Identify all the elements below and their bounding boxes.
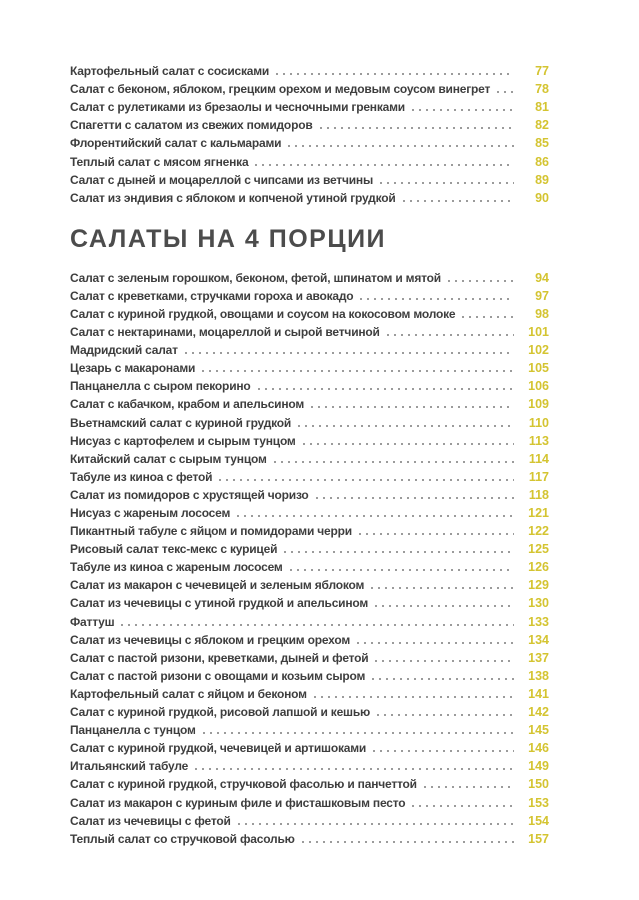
toc-entry-title: Картофельный салат с сосисками — [70, 64, 270, 79]
toc-page-number: 154 — [528, 813, 549, 828]
toc-entry-title: Салат с пастой ризони, креветками, дыней и фетой — [70, 650, 369, 665]
toc-entry-title: Теплый салат со стручковой фасолью — [70, 831, 295, 846]
toc-page-number: 82 — [535, 118, 549, 133]
toc-page-number: 78 — [535, 82, 549, 97]
toc-entry — [70, 667, 549, 685]
toc-page-number: 114 — [528, 451, 549, 466]
toc-entry — [70, 558, 549, 576]
toc-dot-leader — [377, 714, 514, 716]
toc-dot-leader — [284, 551, 514, 553]
toc-dot-leader — [238, 823, 514, 825]
toc-entry — [70, 631, 549, 649]
toc-group-top — [70, 62, 549, 207]
toc-entry — [70, 721, 549, 739]
toc-entry-title: Рисовый салат текс-мекс с курицей — [70, 542, 278, 557]
toc-entry — [70, 432, 549, 450]
toc-entry — [70, 62, 549, 80]
toc-entry-title: Вьетнамский салат с куриной грудкой — [70, 415, 292, 430]
toc-entry — [70, 269, 549, 287]
toc-entry — [70, 450, 549, 468]
toc-page-number: 97 — [535, 288, 549, 303]
toc-page-number: 134 — [528, 632, 549, 647]
toc-page-number: 105 — [528, 361, 549, 376]
toc-entry — [70, 703, 549, 721]
toc-page-number: 138 — [528, 668, 549, 683]
toc-entry-title: Флорентийский салат с кальмарами — [70, 136, 282, 151]
toc-dot-leader — [311, 406, 514, 408]
toc-dot-leader — [380, 182, 514, 184]
toc-entry — [70, 98, 549, 116]
toc-page-number: 126 — [528, 560, 549, 575]
toc-page-number: 110 — [528, 415, 549, 430]
toc-entry — [70, 171, 549, 189]
toc-dot-leader — [412, 805, 514, 807]
toc-page-number: 81 — [535, 100, 549, 115]
toc-page-number: 121 — [528, 506, 549, 521]
toc-entry — [70, 739, 549, 757]
toc-dot-leader — [497, 91, 514, 93]
toc-entry-title: Салат с куриной грудкой, чечевицей и артишоками — [70, 741, 367, 756]
toc-dot-leader — [258, 388, 514, 390]
toc-entry-title: Салат из помидоров с хрустящей чоризо — [70, 487, 309, 502]
toc-entry-title: Салат с пастой ризони с овощами и козьим сыром — [70, 668, 366, 683]
toc-entry-title: Пикантный табуле с яйцом и помидорами черри — [70, 524, 352, 539]
toc-dot-leader — [202, 370, 514, 372]
toc-entry-title: Салат с куриной грудкой, стручковой фасолью и панчеттой — [70, 777, 417, 792]
toc-dot-leader — [448, 280, 514, 282]
toc-page-number: 98 — [535, 306, 549, 321]
toc-entry-title: Салат из чечевицы с яблоком и грецким орехом — [70, 632, 350, 647]
toc-entry — [70, 649, 549, 667]
toc-page-number: 153 — [528, 795, 549, 810]
toc-page-number: 146 — [528, 741, 549, 756]
toc-entry — [70, 395, 549, 413]
toc-dot-leader — [387, 334, 514, 336]
toc-entry — [70, 323, 549, 341]
toc-page-number: 102 — [528, 343, 549, 358]
toc-dot-leader — [316, 497, 514, 499]
toc-dot-leader — [314, 696, 514, 698]
toc-entry — [70, 80, 549, 98]
toc-dot-leader — [424, 786, 514, 788]
toc-page-number: 145 — [528, 723, 549, 738]
toc-entry-title: Цезарь с макаронами — [70, 361, 196, 376]
toc-entry-title: Салат из макарон с куриным филе и фисташковым песто — [70, 795, 406, 810]
toc-entry-title: Панцанелла с сыром пекорино — [70, 379, 251, 394]
toc-entry — [70, 377, 549, 395]
toc-entry-title: Салат с куриной грудкой, овощами и соусом на кокосовом молоке — [70, 306, 456, 321]
toc-entry-title: Салат с нектаринами, моцареллой и сырой ветчиной — [70, 325, 380, 340]
toc-dot-leader — [371, 587, 514, 589]
toc-entry — [70, 305, 549, 323]
toc-dot-leader — [219, 479, 514, 481]
toc-dot-leader — [375, 605, 514, 607]
toc-page-number: 85 — [535, 136, 549, 151]
toc-entry-title: Табуле из киноа с жареным лососем — [70, 560, 283, 575]
toc-dot-leader — [360, 298, 514, 300]
toc-dot-leader — [276, 73, 514, 75]
toc-entry-title: Картофельный салат с яйцом и беконом — [70, 686, 307, 701]
toc-entry-title: Салат из чечевицы с утиной грудкой и апельсином — [70, 596, 369, 611]
toc-entry — [70, 152, 549, 170]
toc-page-number: 150 — [528, 777, 549, 792]
toc-page-number: 106 — [528, 379, 549, 394]
toc-page-number: 133 — [528, 614, 549, 629]
toc-entry — [70, 793, 549, 811]
toc-entry — [70, 486, 549, 504]
toc-entry — [70, 594, 549, 612]
toc-dot-leader — [121, 624, 514, 626]
toc-dot-leader — [359, 533, 514, 535]
toc-page-number: 129 — [528, 578, 549, 593]
toc-entry — [70, 504, 549, 522]
toc-entry — [70, 287, 549, 305]
toc-page-number: 141 — [528, 686, 549, 701]
toc-entry-title: Салат из эндивия с яблоком и копченой утиной грудкой — [70, 190, 396, 205]
toc-page-number: 130 — [528, 596, 549, 611]
toc-entry — [70, 134, 549, 152]
toc-group-salads-for-4 — [70, 269, 549, 848]
toc-page-number: 137 — [528, 650, 549, 665]
toc-dot-leader — [298, 425, 514, 427]
toc-entry-title: Салат с дыней и моцареллой с чипсами из ветчины — [70, 172, 373, 187]
toc-entry — [70, 414, 549, 432]
toc-entry-title: Салат с кабачком, крабом и апельсином — [70, 397, 305, 412]
toc-entry-title: Салат с беконом, яблоком, грецким орехом и медовым соусом винегрет — [70, 82, 491, 97]
toc-entry-title: Салат из макарон с чечевицей и зеленым яблоком — [70, 578, 365, 593]
toc-dot-leader — [375, 660, 514, 662]
toc-entry — [70, 540, 549, 558]
toc-page-number: 90 — [535, 190, 549, 205]
toc-page-number: 94 — [535, 270, 549, 285]
toc-page-number: 157 — [528, 831, 549, 846]
toc-entry-title: Нисуаз с картофелем и сырым тунцом — [70, 433, 296, 448]
toc-dot-leader — [195, 768, 514, 770]
toc-dot-leader — [357, 642, 514, 644]
toc-page-number: 125 — [528, 542, 549, 557]
toc-dot-leader — [185, 352, 514, 354]
toc-entry-title: Табуле из киноа с фетой — [70, 469, 213, 484]
toc-entry — [70, 685, 549, 703]
toc-entry-title: Салат с куриной грудкой, рисовой лапшой и кешью — [70, 705, 371, 720]
section-title: САЛАТЫ НА 4 ПОРЦИИ — [70, 224, 387, 253]
toc-entry — [70, 775, 549, 793]
toc-dot-leader — [255, 164, 514, 166]
toc-entry-title: Салат с зеленым горошком, беконом, фетой, шпинатом и мятой — [70, 270, 441, 285]
toc-entry — [70, 522, 549, 540]
toc-dot-leader — [412, 109, 514, 111]
toc-entry-title: Салат с креветками, стручками гороха и авокадо — [70, 288, 354, 303]
toc-page-number: 86 — [535, 154, 549, 169]
toc-entry — [70, 189, 549, 207]
toc-dot-leader — [373, 750, 514, 752]
toc-page-number: 149 — [528, 759, 549, 774]
toc-entry-title: Панцанелла с тунцом — [70, 723, 196, 738]
toc-entry-title: Итальянский табуле — [70, 759, 189, 774]
toc-page-number: 122 — [528, 524, 549, 539]
toc-dot-leader — [203, 732, 514, 734]
toc-dot-leader — [320, 127, 514, 129]
toc-entry — [70, 613, 549, 631]
toc-dot-leader — [237, 515, 514, 517]
toc-entry-title: Нисуаз с жареным лососем — [70, 506, 231, 521]
toc-entry — [70, 576, 549, 594]
toc-dot-leader — [403, 200, 514, 202]
toc-entry — [70, 359, 549, 377]
toc-dot-leader — [303, 443, 514, 445]
toc-dot-leader — [462, 316, 514, 318]
toc-dot-leader — [372, 678, 514, 680]
toc-entry — [70, 116, 549, 134]
toc-entry — [70, 830, 549, 848]
toc-page-number: 117 — [528, 469, 549, 484]
toc-dot-leader — [290, 569, 514, 571]
toc-entry-title: Салат с рулетиками из брезаолы и чесночными гренками — [70, 100, 405, 115]
toc-page-number: 118 — [528, 487, 549, 502]
toc-dot-leader — [274, 461, 514, 463]
toc-page-number: 89 — [535, 172, 549, 187]
toc-entry-title: Мадридский салат — [70, 343, 178, 358]
toc-entry — [70, 812, 549, 830]
toc-dot-leader — [288, 145, 514, 147]
toc-page-number: 101 — [528, 325, 549, 340]
toc-entry-title: Фаттуш — [70, 614, 115, 629]
toc-entry-title: Спагетти с салатом из свежих помидоров — [70, 118, 313, 133]
toc-entry-title: Китайский салат с сырым тунцом — [70, 451, 267, 466]
toc-page-number: 77 — [535, 64, 549, 79]
toc-page-number: 109 — [528, 397, 549, 412]
toc-page-number: 142 — [528, 705, 549, 720]
toc-entry — [70, 341, 549, 359]
toc-entry — [70, 757, 549, 775]
toc-dot-leader — [302, 841, 514, 843]
toc-page-number: 113 — [528, 433, 549, 448]
toc-entry — [70, 468, 549, 486]
toc-entry-title: Теплый салат с мясом ягненка — [70, 154, 249, 169]
toc-entry-title: Салат из чечевицы с фетой — [70, 813, 231, 828]
